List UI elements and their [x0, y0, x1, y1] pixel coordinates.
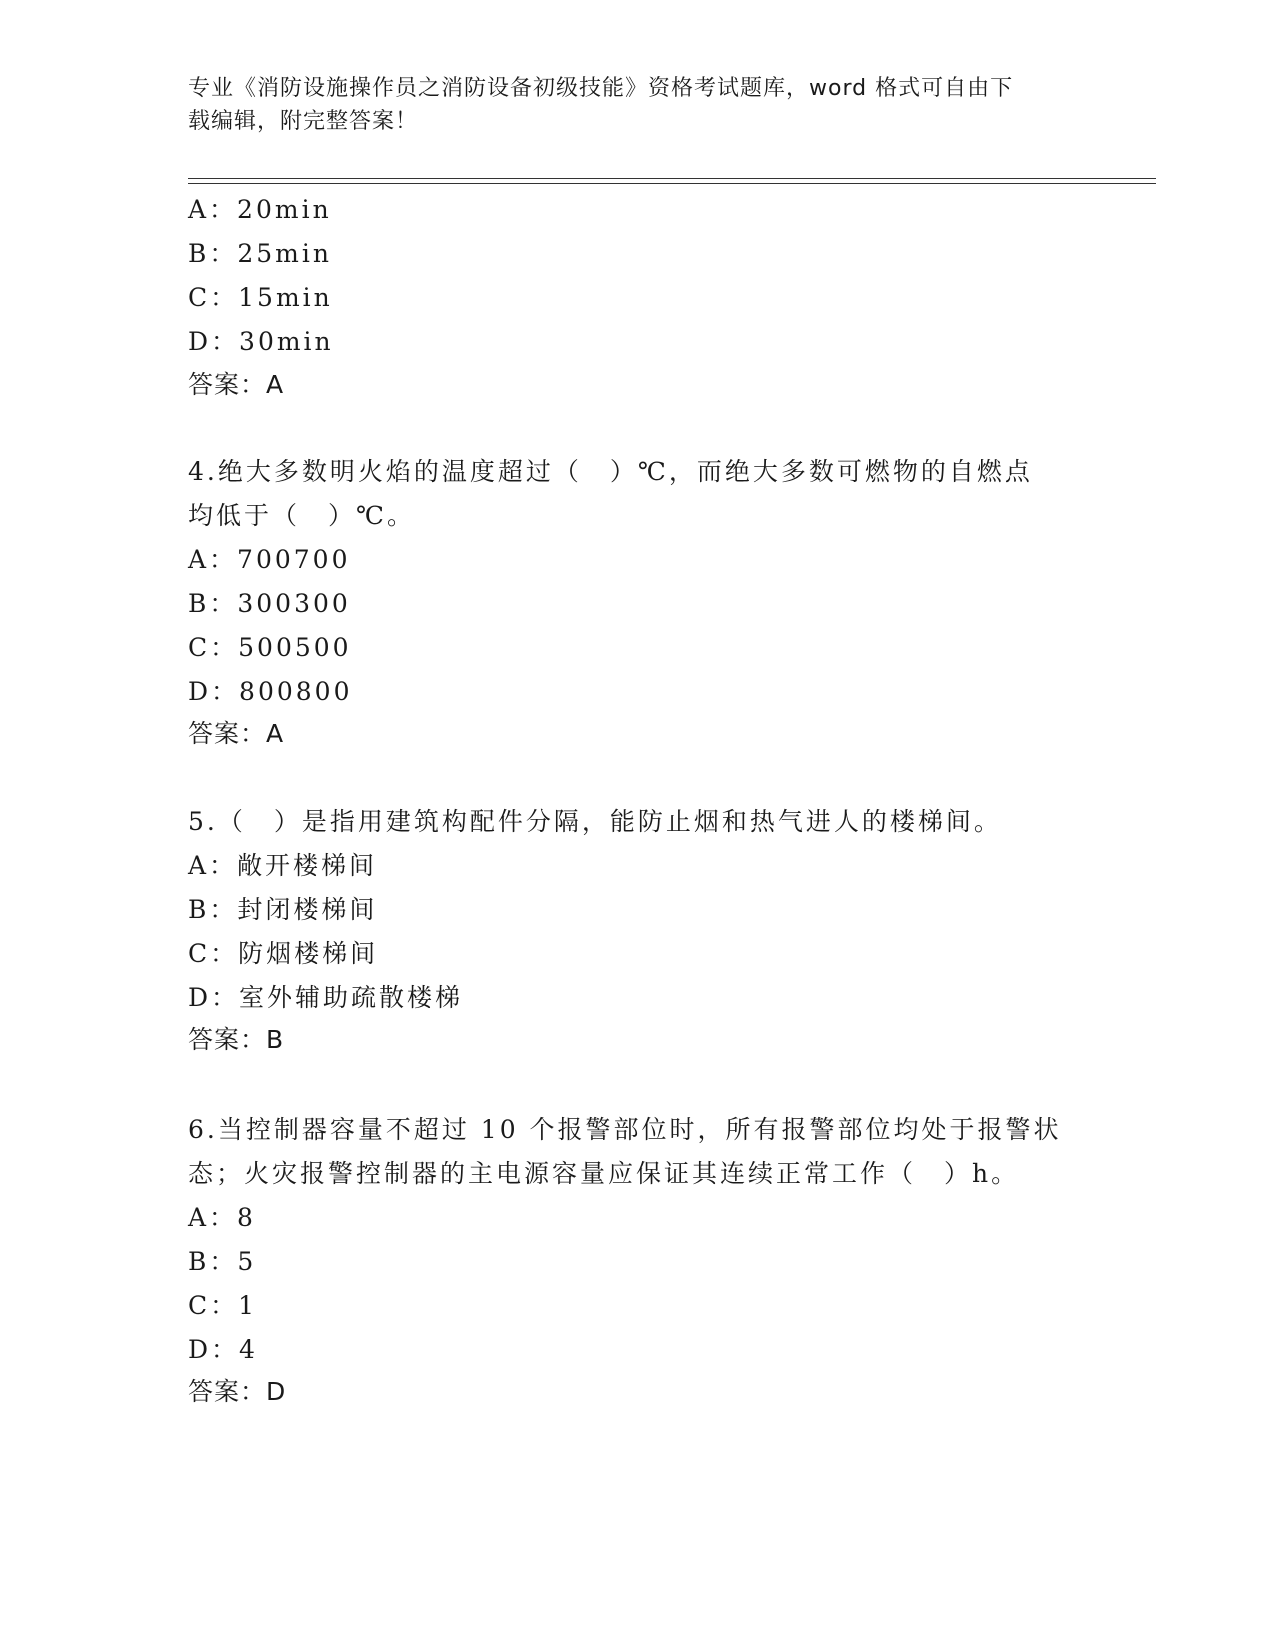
- q3-option-b: B：25min: [188, 239, 332, 268]
- header-divider-bottom: [188, 183, 1156, 184]
- document-header: [188, 72, 1088, 138]
- q3-answer: 答案：A: [188, 370, 285, 399]
- q4-answer: 答案：A: [188, 719, 285, 748]
- q4-option-d: D：800800: [188, 677, 353, 706]
- q3-option-a: A：20min: [188, 195, 332, 224]
- q5-option-d: D：室外辅助疏散楼梯: [188, 983, 464, 1012]
- q5-option-b: B：封闭楼梯间: [188, 895, 378, 924]
- q3-option-d: D：30min: [188, 327, 334, 356]
- q5-option-a: A：敞开楼梯间: [188, 851, 378, 880]
- q6-option-c: C：1: [188, 1291, 258, 1320]
- header-line-2: 载编辑，附完整答案！: [188, 109, 419, 134]
- q6-answer: 答案：D: [188, 1377, 287, 1406]
- q6-stem-line-2: 态；火灾报警控制器的主电源容量应保证其连续正常工作（ ）h。: [188, 1159, 1020, 1188]
- q6-stem-line-1: 6.当控制器容量不超过 10 个报警部位时，所有报警部位均处于报警状: [188, 1115, 1062, 1144]
- q4-stem-line-2: 均低于（ ）℃。: [188, 501, 415, 530]
- q4-option-c: C：500500: [188, 633, 352, 662]
- q6-option-a: A：8: [188, 1203, 256, 1232]
- q4-stem-line-1: 4.绝大多数明火焰的温度超过（ ）℃，而绝大多数可燃物的自燃点: [188, 457, 1033, 486]
- q4-option-b: B：300300: [188, 589, 351, 618]
- q6-option-b: B：5: [188, 1247, 257, 1276]
- q3-option-c: C：15min: [188, 283, 333, 312]
- q5-answer: 答案：B: [188, 1025, 285, 1054]
- header-divider-top: [188, 178, 1156, 179]
- q5-stem-line-1: 5.（ ）是指用建筑构配件分隔，能防止烟和热气进人的楼梯间。: [188, 807, 1002, 836]
- q6-option-d: D：4: [188, 1335, 258, 1364]
- q4-option-a: A：700700: [188, 545, 351, 574]
- q5-option-c: C：防烟楼梯间: [188, 939, 379, 968]
- header-line-1: 专业《消防设施操作员之消防设备初级技能》资格考试题库，word 格式可自由下: [188, 76, 1014, 101]
